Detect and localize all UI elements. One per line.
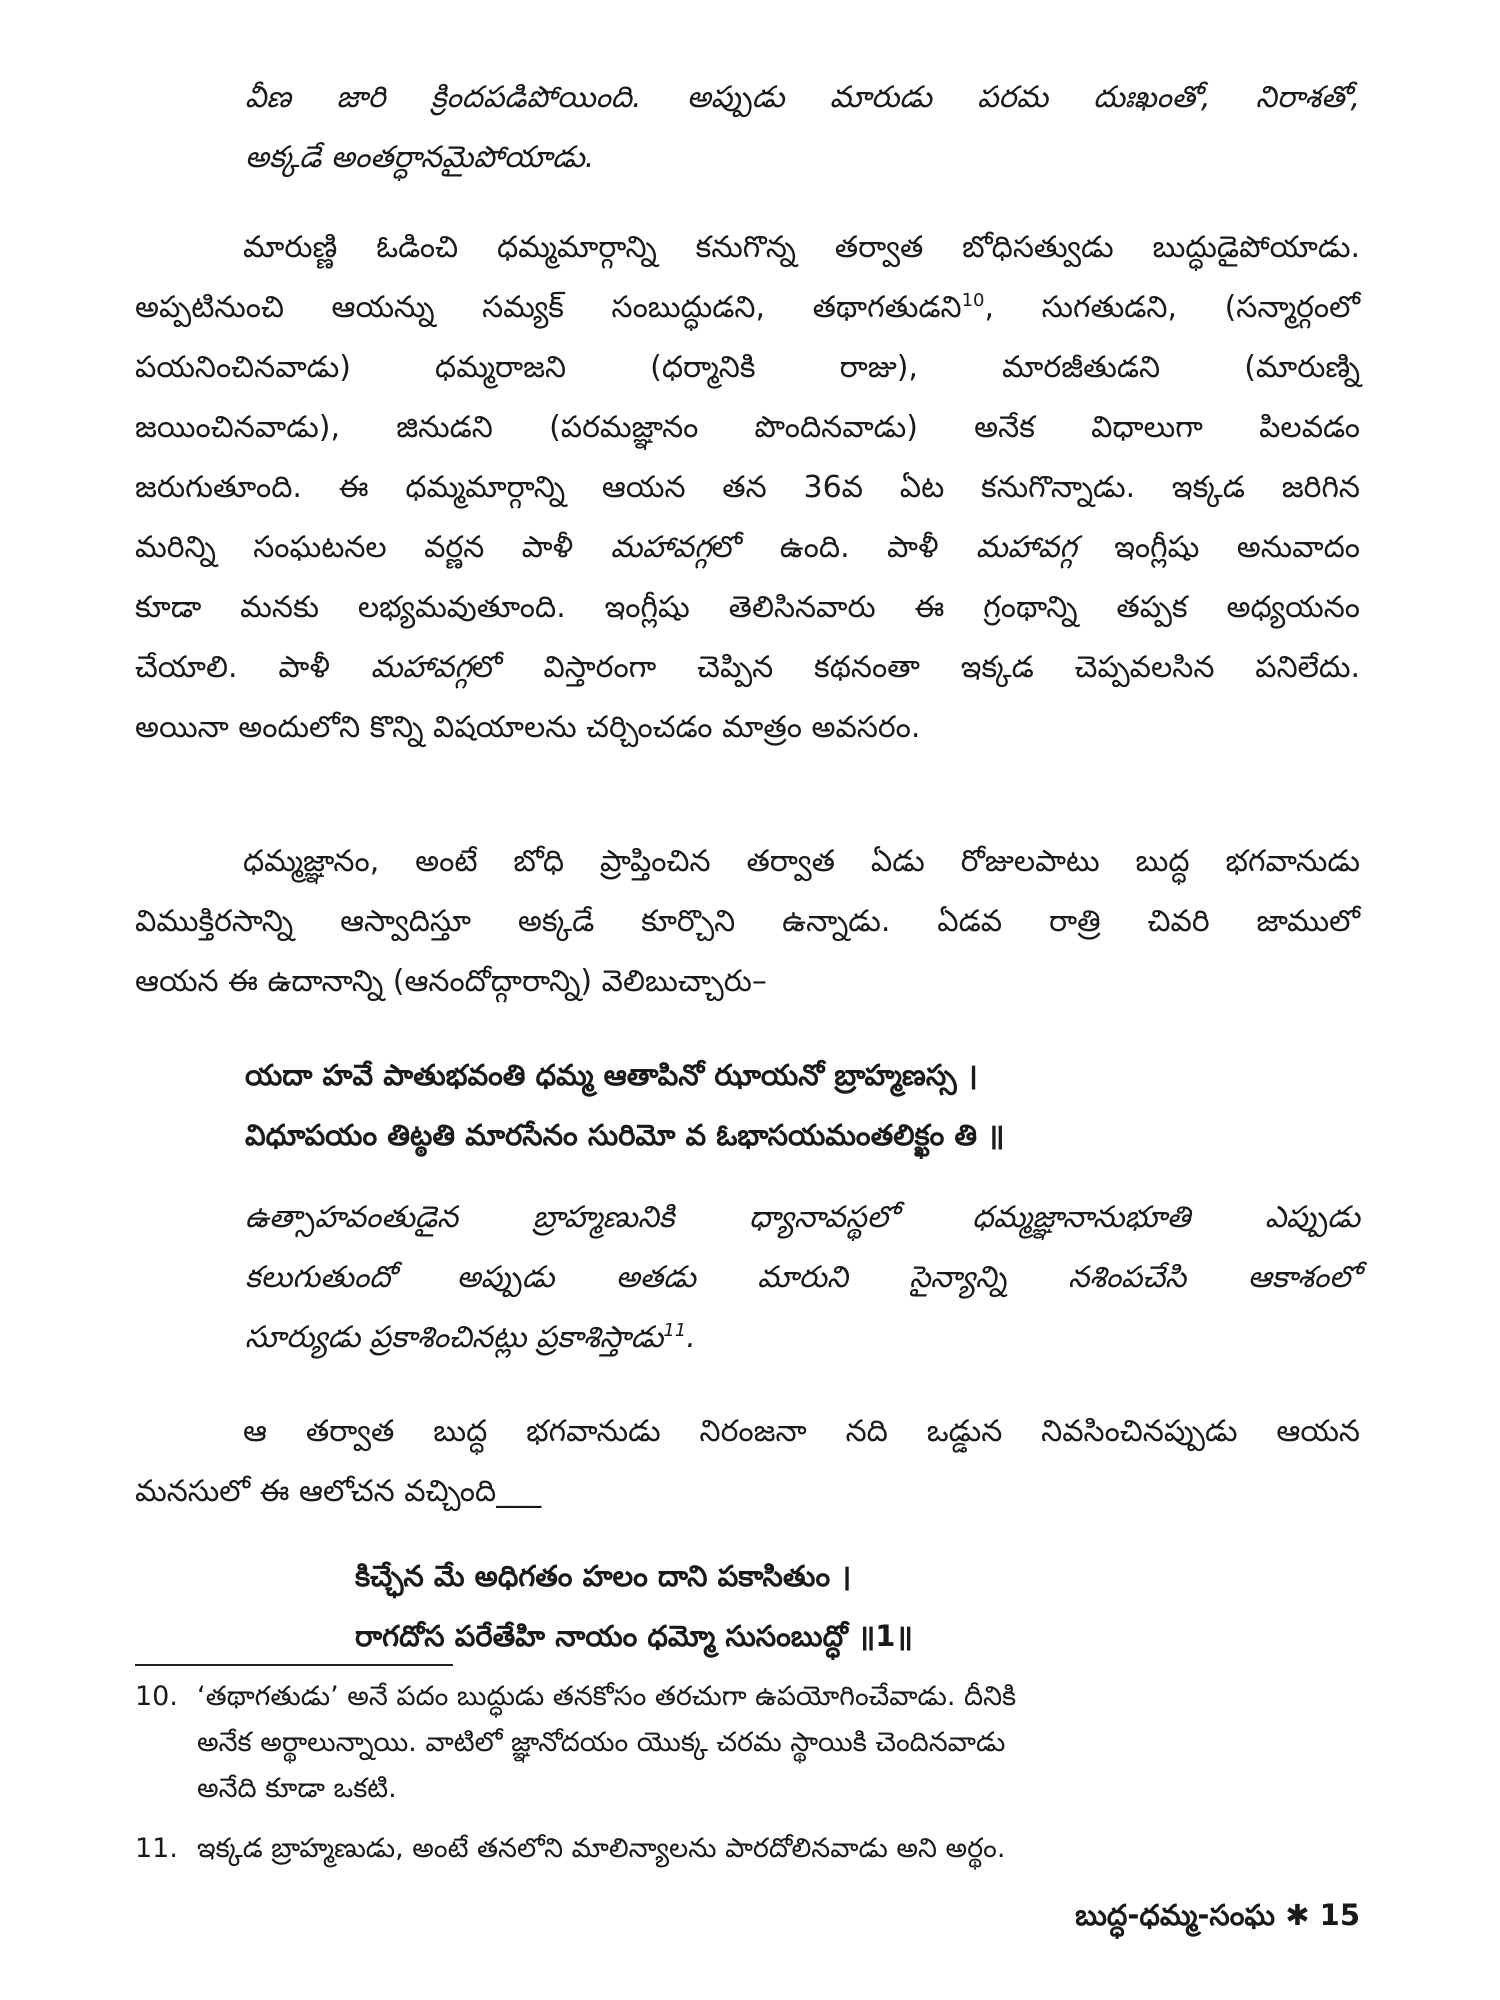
mahavagga-title: మహావగ్గ bbox=[370, 650, 472, 685]
footnote-number: 11. bbox=[135, 1833, 178, 1864]
text-span: అప్పటినుంచి ఆయన్ను సమ్యక్ సంబుద్ధుడని, తథాగతుడని bbox=[135, 290, 962, 325]
paragraph-udana bbox=[135, 832, 1360, 1012]
text-line bbox=[135, 278, 1360, 338]
verse-pali-2 bbox=[355, 1546, 1355, 1666]
text-line: ఆయన ఈ ఉదానాన్ని (ఆనందోద్గారాన్ని) వెలిబుచ్చారు– bbox=[135, 964, 767, 999]
text-line: జరుగుతూంది. ఈ ధమ్మమార్గాన్ని ఆయన తన 36వ ఏట కనుగొన్నాడు. ఇక్కడ జరిగిన bbox=[135, 470, 1360, 505]
footnote-divider bbox=[135, 1664, 453, 1666]
text-line bbox=[135, 518, 1360, 578]
text-span: లో ఉంది. పాళీ bbox=[711, 530, 976, 565]
verse-translation-1 bbox=[245, 1188, 1360, 1368]
footnote-text: ఇక్కడ బ్రాహ్మణుడు, అంటే తనలోని మాలిన్యాలను పారదోలినవాడు అని అర్థం. bbox=[197, 1833, 1006, 1864]
footnote-ref-10: 10 bbox=[961, 290, 985, 311]
text-span: లో విస్తారంగా చెప్పిన కథనంతా ఇక్కడ చెప్పవలసిన పనిలేదు. bbox=[471, 650, 1360, 685]
verse-line: కిచ్ఛేన మే అధిగతం హలం దాని పకాసితుం । bbox=[355, 1559, 852, 1593]
text-line: పయనించినవాడు) ధమ్మరాజని (ధర్మానికి రాజు), మారజీతుడని (మారుణ్ని bbox=[135, 350, 1360, 385]
running-title: బుద్ధ-ధమ్మ-సంఘ bbox=[1075, 1898, 1276, 1932]
footnote-ref-11: 11 bbox=[663, 1320, 687, 1341]
asterisk-icon: ✱ bbox=[1285, 1898, 1310, 1932]
page-number: 15 bbox=[1319, 1898, 1360, 1932]
footnote-text: ‘తథాగతుడు’ అనే పదం బుద్ధుడు తనకోసం తరచుగా ఉపయోగించేవాడు. దీనికి bbox=[197, 1681, 1017, 1712]
text-line: అయినా అందులోని కొన్ని విషయాలను చర్చించడం మాత్రం అవసరం. bbox=[135, 710, 921, 745]
text-line: విముక్తిరసాన్ని ఆస్వాదిస్తూ అక్కడే కూర్చొని ఉన్నాడు. ఏడవ రాత్రి చివరి జాములో bbox=[135, 904, 1360, 939]
text-line: వీణ జారి క్రిందపడిపోయింది. అప్పుడు మారుడు పరమ దుఃఖంతో, నిరాశతో, bbox=[245, 80, 1360, 115]
text-line: కలుగుతుందో అప్పుడు అతడు మారుని సైన్యాన్ని నశింపచేసి ఆకాశంలో bbox=[245, 1260, 1360, 1295]
page-footer bbox=[1075, 1898, 1360, 1940]
text-line bbox=[135, 638, 1360, 698]
text-line: కూడా మనకు లభ్యమవుతూంది. ఇంగ్లీషు తెలిసినవారు ఈ గ్రంథాన్ని తప్పక అధ్యయనం bbox=[135, 590, 1360, 625]
mahavagga-title: మహావగ్గ bbox=[975, 530, 1077, 565]
text-line: అక్కడే అంతర్ధానమైపోయాడు. bbox=[245, 140, 595, 175]
footnote-10 bbox=[135, 1674, 1360, 1812]
verse-line: రాగదోస పరేతేహి నాయం ధమ్మో సుసంబుద్ధో ॥1॥ bbox=[355, 1619, 913, 1653]
text-span: మరిన్ని సంఘటనల వర్ణన పాళీ bbox=[135, 530, 611, 565]
text-line: జయించినవాడు), జినుడని (పరమజ్ఞానం పొందినవాడు) అనేక విధాలుగా పిలవడం bbox=[135, 410, 1360, 445]
text-span: . bbox=[686, 1320, 696, 1355]
text-span: ఇంగ్లీషు అనువాదం bbox=[1076, 530, 1360, 565]
footnote-11 bbox=[135, 1826, 1360, 1872]
footnote-line: అనేది కూడా ఒకటి. bbox=[197, 1773, 397, 1804]
text-line: ధమ్మజ్ఞానం, అంటే బోధి ప్రాప్తించిన తర్వాత ఏడు రోజులపాటు బుద్ధ భగవానుడు bbox=[243, 844, 1360, 879]
text-line: మారుణ్ణి ఓడించి ధమ్మమార్గాన్ని కనుగొన్న తర్వాత బోధిసత్వుడు బుద్ధుడైపోయాడు. bbox=[243, 230, 1360, 265]
text-span: , సుగతుడని, (సన్మార్గంలో bbox=[984, 290, 1361, 325]
paragraph-buddhahood bbox=[135, 218, 1360, 758]
text-span: సూర్యుడు ప్రకాశించినట్లు ప్రకాశిస్తాడు bbox=[245, 1320, 664, 1355]
verse-line: విధూపయం తిట్ఠతి మారసేనం సురిమో వ ఓభాసయమంతలిక్ఖం తి ॥ bbox=[245, 1118, 1005, 1152]
text-line: ఆ తర్వాత బుద్ధ భగవానుడు నిరంజనా నది ఒడ్డున నివసించినప్పుడు ఆయన bbox=[243, 1414, 1360, 1449]
paragraph-quote-continuation bbox=[245, 68, 1360, 188]
verse-pali-1 bbox=[245, 1045, 1360, 1165]
footnote-line bbox=[135, 1826, 1360, 1872]
text-line bbox=[245, 1308, 1360, 1368]
footnote-number: 10. bbox=[135, 1681, 178, 1712]
footnote-line bbox=[135, 1674, 1360, 1720]
text-line: మనసులో ఈ ఆలోచన వచ్చింది___ bbox=[135, 1474, 542, 1509]
footnote-line: అనేక అర్థాలున్నాయి. వాటిలో జ్ఞానోదయం యొక్క చరమ స్థాయికి చెందినవాడు bbox=[197, 1727, 1006, 1758]
mahavagga-title: మహావగ్గ bbox=[610, 530, 712, 565]
text-line: ఉత్సాహవంతుడైన బ్రాహ్మణునికి ధ్యానావస్థలో ధమ్మజ్ఞానానుభూతి ఎప్పుడు bbox=[245, 1200, 1360, 1235]
text-span: చేయాలి. పాళీ bbox=[135, 650, 371, 685]
paragraph-niranjana bbox=[135, 1402, 1360, 1522]
verse-line: యదా హవే పాతుభవంతి ధమ్మ ఆతాపినో ఝాయనో బ్రాహ్మణస్స । bbox=[245, 1058, 978, 1092]
